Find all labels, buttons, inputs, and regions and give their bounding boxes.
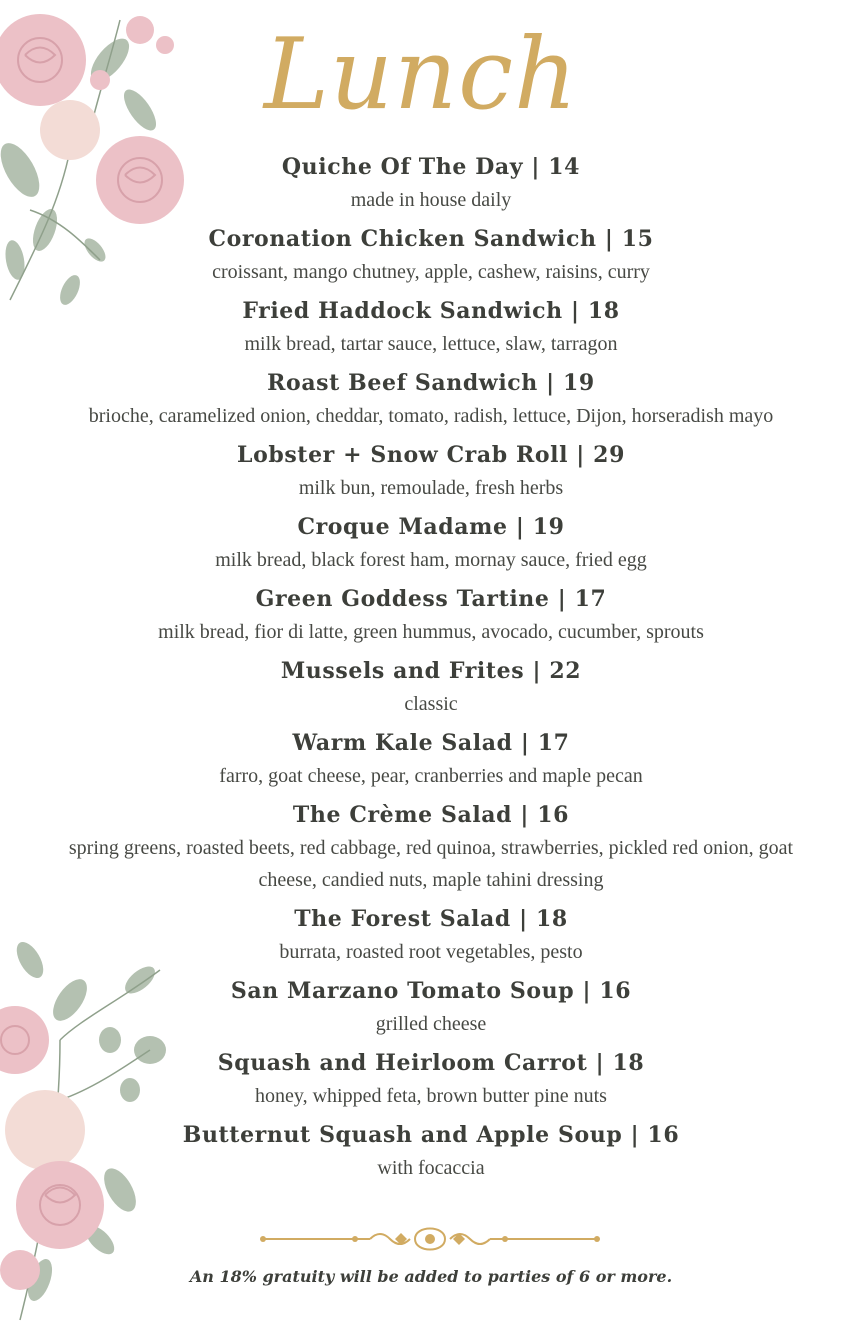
- gratuity-note: An 18% gratuity will be added to parties of 6 or more.: [189, 1267, 673, 1286]
- menu-title: Lunch: [263, 18, 579, 132]
- menu-item: [60, 222, 802, 288]
- menu-item-description: milk bread, tartar sauce, lettuce, slaw, tarragon: [244, 333, 618, 355]
- menu-item-name: Squash and Heirloom Carrot | 18: [217, 1050, 645, 1076]
- menu-item-description: milk bread, black forest ham, mornay sauce, fried egg: [215, 549, 647, 571]
- ornamental-divider: [255, 1222, 605, 1256]
- menu-item-name: Lobster + Snow Crab Roll | 29: [237, 442, 625, 468]
- menu-item: [60, 1118, 802, 1184]
- menu-item-name: Coronation Chicken Sandwich | 15: [208, 226, 654, 252]
- menu-item: [60, 902, 802, 968]
- menu-item: [60, 654, 802, 720]
- menu-item-description: milk bun, remoulade, fresh herbs: [298, 477, 564, 499]
- menu-item-description: croissant, mango chutney, apple, cashew, raisins, curry: [212, 261, 650, 283]
- menu-item-description: milk bread, fior di latte, green hummus, avocado, cucumber, sprouts: [158, 621, 704, 643]
- menu-item: [60, 366, 802, 432]
- menu-item-name: Butternut Squash and Apple Soup | 16: [182, 1122, 680, 1148]
- menu-item: [60, 582, 802, 648]
- menu-item: [60, 798, 802, 896]
- menu-item-name: Green Goddess Tartine | 17: [255, 586, 607, 612]
- menu-item-description: spring greens, roasted beets, red cabbage, red quinoa, strawberries, pickled red onion, goat cheese, candied nuts, maple tahini dressing: [68, 837, 794, 891]
- menu-item-name: The Crème Salad | 16: [292, 802, 570, 828]
- menu-item-description: brioche, caramelized onion, cheddar, tomato, radish, lettuce, Dijon, horseradish mayo: [88, 405, 774, 427]
- menu-item-description: made in house daily: [350, 189, 512, 211]
- menu-item-name: Quiche Of The Day | 14: [281, 154, 581, 180]
- menu-item: [60, 510, 802, 576]
- menu-item-name: Warm Kale Salad | 17: [292, 730, 570, 756]
- menu-item-description: honey, whipped feta, brown butter pine nuts: [255, 1085, 607, 1107]
- menu-item: [60, 974, 802, 1040]
- menu-item-name: San Marzano Tomato Soup | 16: [230, 978, 632, 1004]
- menu-item: [60, 150, 802, 216]
- menu-item-name: Fried Haddock Sandwich | 18: [242, 298, 620, 324]
- menu-item-description: classic: [404, 693, 458, 715]
- menu-item-description: farro, goat cheese, pear, cranberries and maple pecan: [219, 765, 643, 787]
- menu-item-description: burrata, roasted root vegetables, pesto: [279, 941, 583, 963]
- menu-list: [60, 150, 802, 1190]
- menu-item: [60, 438, 802, 504]
- menu-item: [60, 726, 802, 792]
- menu-item-description: grilled cheese: [375, 1013, 487, 1035]
- menu-item-name: Roast Beef Sandwich | 19: [267, 370, 595, 396]
- menu-item: [60, 294, 802, 360]
- menu-item-name: Croque Madame | 19: [297, 514, 565, 540]
- menu-item-name: Mussels and Frites | 22: [280, 658, 582, 684]
- menu-item-description: with focaccia: [377, 1157, 485, 1179]
- menu-item: [60, 1046, 802, 1112]
- menu-item-name: The Forest Salad | 18: [294, 906, 568, 932]
